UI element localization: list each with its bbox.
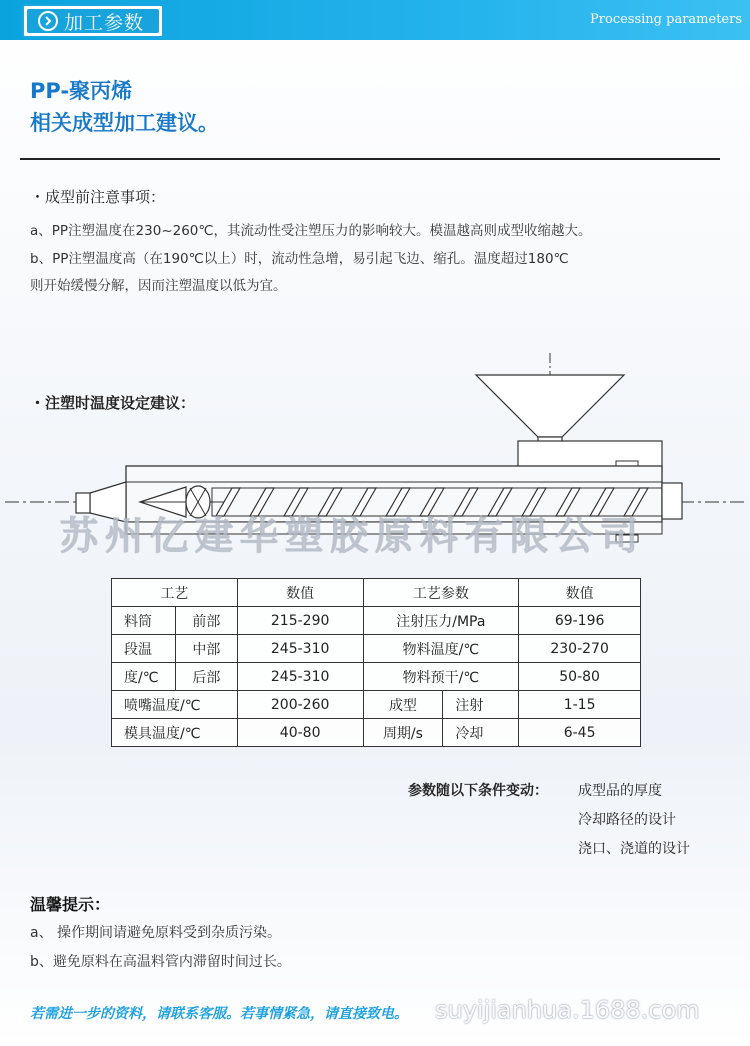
section-english-label: Processing parameters — [590, 12, 742, 27]
watermark-url: suyijianhua.1688.com — [435, 996, 700, 1024]
mold-value: 40-80 — [237, 719, 363, 747]
cycle-cool-value: 6-45 — [519, 719, 641, 747]
zone-value: 215-290 — [237, 607, 363, 635]
header-cell: 数值 — [237, 579, 363, 607]
barrel-label: 度/℃ — [112, 663, 176, 691]
table-row — [112, 663, 641, 691]
section-tab-label: 加工参数 — [64, 11, 145, 34]
zone-value: 245-310 — [237, 663, 363, 691]
zone-cell: 后部 — [175, 663, 237, 691]
divider — [20, 158, 720, 160]
nozzle-value: 200-260 — [237, 691, 363, 719]
watermark-company: 苏州亿建华塑胶原料有限公司 — [60, 514, 646, 558]
molding-notes-heading: ・成型前注意事项： — [30, 188, 166, 206]
table-row — [112, 691, 641, 719]
param-value: 230-270 — [519, 635, 641, 663]
table-header-row — [112, 579, 641, 607]
molding-note-a: a、PP注塑温度在230~260℃，其流动性受注塑压力的影响较大。模温越高则成型收缩越大。 — [30, 223, 592, 239]
condition-item: 冷却路径的设计 — [578, 812, 676, 828]
cycle-inject-value: 1-15 — [519, 691, 641, 719]
contact-note: 若需进一步的资料，请联系客服。若事情紧急，请直接致电。 — [30, 1006, 408, 1022]
conditions-label: 参数随以下条件变动： — [408, 783, 548, 799]
mold-label: 模具温度/℃ — [112, 719, 238, 747]
molding-note-b-cont: 则开始缓慢分解，因而注塑温度以低为宜。 — [30, 278, 287, 294]
param-label: 注射压力/MPa — [363, 607, 519, 635]
table-row — [112, 719, 641, 747]
condition-item: 浇口、浇道的设计 — [578, 841, 690, 857]
param-value: 50-80 — [519, 663, 641, 691]
header-cell: 工艺 — [112, 579, 238, 607]
nozzle-label: 喷嘴温度/℃ — [112, 691, 238, 719]
param-label: 物料温度/℃ — [363, 635, 519, 663]
zone-cell: 前部 — [175, 607, 237, 635]
barrel-label: 料筒 — [112, 607, 176, 635]
section-tab — [22, 4, 164, 38]
cycle-label: 成型 — [363, 691, 443, 719]
zone-value: 245-310 — [237, 635, 363, 663]
condition-item: 成型品的厚度 — [578, 783, 662, 799]
table-row — [112, 607, 641, 635]
molding-note-b: b、PP注塑温度高（在190℃以上）时，流动性急增，易引起飞边、缩孔。温度超过180℃ — [30, 251, 569, 267]
table-row — [112, 635, 641, 663]
header-cell: 工艺参数 — [363, 579, 519, 607]
zone-cell: 中部 — [175, 635, 237, 663]
page-title-subtitle: 相关成型加工建议。 — [30, 111, 219, 135]
temperature-heading: ・注塑时温度设定建议： — [30, 394, 196, 412]
header-cell: 数值 — [519, 579, 641, 607]
header-band — [0, 0, 750, 40]
param-label: 物料预干/℃ — [363, 663, 519, 691]
arrow-right-circle-icon — [38, 11, 58, 31]
tip-line: a、 操作期间请避免原料受到杂质污染。 — [30, 925, 282, 941]
tip-line: b、避免原料在高温料管内滞留时间过长。 — [30, 954, 291, 970]
param-value: 69-196 — [519, 607, 641, 635]
processing-parameters-table — [111, 578, 641, 747]
tips-title: 温馨提示： — [30, 895, 111, 914]
cycle-inject-label: 注射 — [443, 691, 519, 719]
barrel-label: 段温 — [112, 635, 176, 663]
cycle-cool-label: 冷却 — [443, 719, 519, 747]
cycle-label: 周期/s — [363, 719, 443, 747]
page-title-material: PP-聚丙烯 — [30, 79, 133, 103]
